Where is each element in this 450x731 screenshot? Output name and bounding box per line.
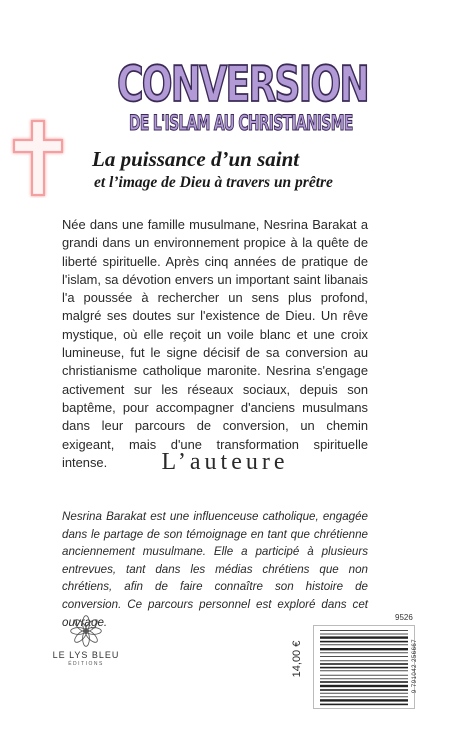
barcode-bar xyxy=(320,704,408,706)
barcode-bar xyxy=(320,652,408,653)
barcode-digits-label xyxy=(410,625,420,707)
barcode-bar xyxy=(320,681,408,683)
author-bio: Nesrina Barakat est une influenceuse catholique, engagée dans le partage de son témoignage en tant que chrétienne anciennement musulmane. Elle a participé à plusieurs entrevues, tant dans les médias chrétiens que non chrétiens, afin de faire connaître son histoire de conversion. Ce parcours personnel est exploré dans cet ouvrage. xyxy=(62,510,368,629)
barcode-bar xyxy=(320,693,408,694)
isbn-barcode xyxy=(313,625,415,709)
subtitle-line-1: La puissance d’un saint xyxy=(92,147,300,171)
barcode-bar xyxy=(320,636,408,638)
publisher-logo xyxy=(48,614,124,667)
price-label xyxy=(286,614,308,704)
book-title xyxy=(78,55,378,135)
barcode-bar xyxy=(320,670,408,671)
barcode-bar xyxy=(320,634,408,635)
barcode-bar xyxy=(320,667,408,669)
barcode-bar xyxy=(320,689,408,691)
book-summary: Née dans une famille musulmane, Nesrina Barakat a grandi dans un environnement propice à la quête de liberté spirituelle. Après cinq années de pratique de l'islam, sa dévotion envers un important saint libanais l'a poussée à rechercher un sens plus profond, malgré ses doutes sur l'existence de Dieu. Un rêve mystique, où elle reçoit un voile blanc et une croix lumineuse, fut le signe décisif de sa conversion au christianisme catholique maronite. Nesrina s'engage activement sur les réseaux sociaux, depuis son baptême, pour accompagner d'anciens musulmans dans leur parcours de conversion, un chemin exigeant, mais d'une transformation spirituelle intense. xyxy=(62,217,368,470)
barcode-bar xyxy=(320,663,408,665)
title-second-line: DE L'ISLAM AU CHRISTIANISME xyxy=(129,111,353,135)
barcode-bar xyxy=(320,660,408,661)
publisher-subtitle: ÉDITIONS xyxy=(68,661,104,667)
barcode-bar xyxy=(320,644,408,645)
barcode-bar xyxy=(320,641,408,643)
barcode-bar xyxy=(320,699,408,701)
barcode-code: 9526 xyxy=(395,613,413,622)
glowing-cross-icon xyxy=(10,118,66,198)
barcode-digits: 9 791042 256667 xyxy=(412,638,418,694)
author-heading: L’auteure xyxy=(161,449,289,475)
barcode-bar xyxy=(320,696,408,697)
barcode-bar xyxy=(320,656,408,657)
barcode-bar xyxy=(320,675,408,676)
barcode-bar xyxy=(320,678,408,679)
subtitle-line-2: et l’image de Dieu à travers un prêtre xyxy=(94,174,333,191)
barcode-bar xyxy=(320,630,408,631)
publisher-name: LE LYS BLEU xyxy=(52,650,120,660)
lily-flower-icon xyxy=(69,614,103,648)
barcode-bar xyxy=(320,685,408,687)
title-main: CONVERSION xyxy=(117,56,368,113)
barcode-bar xyxy=(320,648,408,650)
price-value: 14,00 € xyxy=(291,640,303,678)
